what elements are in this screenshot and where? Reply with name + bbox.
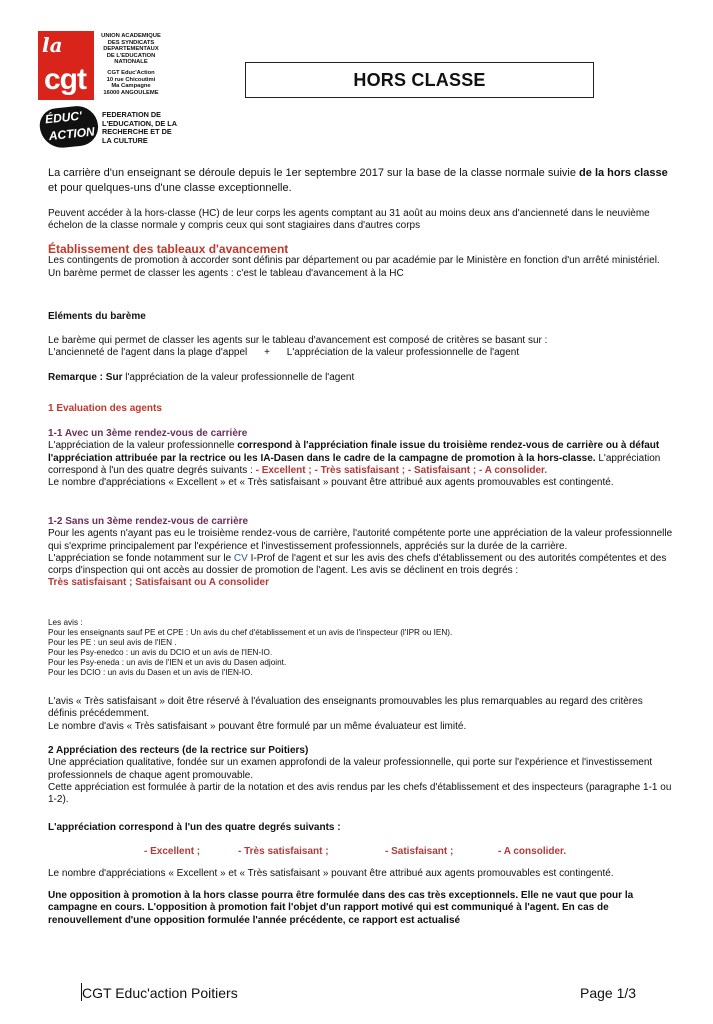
avis-intro: Les avis : <box>48 618 83 627</box>
bareme-criterion-2: L'appréciation de la valeur professionnelle de l'agent <box>286 347 520 359</box>
union-line: DE L'EDUCATION <box>106 52 156 59</box>
avis-line: Pour les DCIO : un avis du Dasen et un avis de l'IEN-IO. <box>48 667 253 677</box>
ts-p1: L'avis « Très satisfaisant » doit être réservé à l'évaluation des enseignants promouvables les plus remarquables au regard des critères définis précédemment. <box>48 696 643 720</box>
intro-paragraph <box>48 166 673 195</box>
s11-text-a: L'appréciation de la valeur professionnelle <box>48 440 235 452</box>
union-line: NATIONALE <box>114 59 148 66</box>
section-1-2-p1: Pour les agents n'ayant pas eu le troisième rendez-vous de carrière, l'autorité compétente porte une appréciation de la valeur professionnelle qui s'exprime principalement par l'expérience et l'investissement professionnels, appréciés sur la durée de la carrière. <box>48 528 673 552</box>
footer-left: CGT Educ'action Poitiers <box>82 985 238 1001</box>
address-line: 10 rue Chicoutimi <box>106 76 156 83</box>
logo-la-text: la <box>42 33 63 57</box>
section-1-1-p1 <box>48 440 673 477</box>
tres-satisfaisant-paragraph <box>48 696 673 733</box>
avis-list <box>48 618 673 677</box>
ts-p2: Le nombre d'avis « Très satisfaisant » pouvant être formulé par un même évaluateur est limité. <box>48 720 467 732</box>
recteurs-p2: Cette appréciation est formulée à partir de la notation et des avis rendus par les chefs d'établissement et des inspecteurs (paragraphe 1-1 ou 1-2). <box>48 781 672 806</box>
recteurs-section <box>48 745 673 806</box>
avis-line: Pour les Psy-enedco : un avis du DCIO et un avis de l'IEN-IO. <box>48 647 273 657</box>
bareme-paragraph <box>48 335 673 360</box>
s12-text-a: L'appréciation se fonde notamment sur le <box>48 552 232 564</box>
section-1-1-heading: 1-1 Avec un 3ème rendez-vous de carrière <box>48 428 248 439</box>
union-address-block <box>99 33 163 96</box>
address-line: CGT Educ'Action <box>107 69 155 76</box>
s12-text-b: I-Prof de l'agent et sur les avis des chefs d'établissement ou des autorités compétentes et des corps d'inspection qui ont accès au dossier de promotion de l'agent. Les avis se déclinent en trois degrés : <box>48 552 667 577</box>
bareme-criteria <box>48 347 673 359</box>
intro-text-c: et pour quelques-uns d'une classe exceptionnelle. <box>48 181 292 194</box>
remark-label: Remarque : Sur <box>48 372 123 383</box>
avis-line: Pour les Psy-eneda : un avis de l'IEN et un avis du Dasen adjoint. <box>48 657 287 667</box>
degrees-heading: L'appréciation correspond à l'un des quatre degrés suivants : <box>48 822 341 833</box>
union-line: DEPARTEMENTAUX <box>103 46 159 53</box>
opposition-paragraph: Une opposition à promotion à la hors classe pourra être formulée dans des cas très exceptionnels. Elle ne vaut que pour la campagne en cours. L'opposition à promotion fait l'objet d'un rapport motivé qui est communiqué à l'agent. En cas de renouvellement d'une opposition formulée l'année précédente, ce rapport est actualisé <box>48 890 634 926</box>
avis-line: Pour les enseignants sauf PE et CPE : Un avis du chef d'établissement et un avis de l'inspecteur (l'IPR ou IEN). <box>48 627 453 637</box>
bareme-criterion-1: L'ancienneté de l'agent dans la plage d'appel <box>48 347 248 359</box>
section-1-2 <box>48 516 673 590</box>
intro-text-a: La carrière d'un enseignant se déroule depuis le 1er septembre 2017 sur la base de la classe normale suivie <box>48 167 576 179</box>
bareme-p1: Le barème qui permet de classer les agents sur le tableau d'avancement est composé de critères se basant sur : <box>48 335 548 346</box>
logo-cgt-text: cgt <box>44 63 86 96</box>
logo-educ-text: ÉDUC' <box>44 108 83 127</box>
degree-satisfaisant: - Satisfaisant ; <box>385 846 454 857</box>
address-line: 16000 ANGOULEME <box>103 89 159 96</box>
s11-text-c: L'appréciation correspond à l'un des quatre degrés suivants : <box>48 452 661 476</box>
s11-text-bold: correspond à l'appréciation finale issue du troisième rendez-vous de carrière ou à défaut l'appréciation attribuée par la rectrice ou les IA-Dasen dans le cadre de la campagne de promotion à la hors-classe. <box>48 440 660 464</box>
establishment-p2: Un barème permet de classer les agents : c'est le tableau d'avancement à la HC <box>48 267 404 279</box>
s11-degrees: - Excellent ; - Très satisfaisant ; - Satisfaisant ; - A consolider. <box>255 464 548 476</box>
federation-line: RECHERCHE ET DE <box>102 127 172 137</box>
page-number: Page 1/3 <box>580 985 637 1001</box>
section-1-1-p2: Le nombre d'appréciations « Excellent » et « Très satisfaisant » pouvant être attribué aux agents promouvables est contingenté. <box>48 477 614 489</box>
degree-excellent: - Excellent ; <box>144 846 201 857</box>
logo-action-text: ACTION <box>48 124 96 144</box>
union-line: DES SYNDICATS <box>107 39 155 46</box>
document-title: HORS CLASSE <box>245 62 594 98</box>
union-line: UNION ACADEMIQUE <box>101 33 161 39</box>
section-1-1 <box>48 428 673 489</box>
cgt-logo <box>38 31 94 100</box>
address-line: Ma Campagne <box>111 83 151 90</box>
remark-text: l'appréciation de la valeur professionnelle de l'agent <box>125 372 355 383</box>
contingent-paragraph: Le nombre d'appréciations « Excellent » et « Très satisfaisant » pouvant être attribué aux agents promouvables est contingenté. <box>48 868 614 879</box>
recteurs-p1: Une appréciation qualitative, fondée sur un examen approfondi de la valeur professionnelle, qui porte sur l'expérience et l'investissement professionnels de chaque agent promouvable. <box>48 757 653 781</box>
federation-line: L'EDUCATION, DE LA <box>102 118 177 128</box>
evaluation-heading: 1 Evaluation des agents <box>48 403 162 414</box>
federation-line: FEDERATION DE <box>102 110 162 119</box>
establishment-heading: Établissement des tableaux d'avancement <box>48 242 289 256</box>
section-1-2-p2 <box>48 553 673 578</box>
educaction-logo <box>38 104 100 150</box>
establishment-section <box>48 243 673 280</box>
federation-block <box>102 110 177 145</box>
degree-tres-satisfaisant: - Très satisfaisant ; <box>238 846 329 857</box>
section-1-2-degrees: Très satisfaisant ; Satisfaisant ou A consolider <box>48 577 269 589</box>
bareme-heading: Eléments du barème <box>48 311 146 322</box>
federation-line: LA CULTURE <box>102 135 148 145</box>
section-1-2-heading: 1-2 Sans un 3ème rendez-vous de carrière <box>48 516 249 527</box>
intro-text-bold: de la hors classe <box>579 167 668 179</box>
eligibility-paragraph: Peuvent accéder à la hors-classe (HC) de leur corps les agents comptant au 31 août au moins deux ans d'ancienneté dans le neuvième échelon de la classe normale y compris ceux qui sont stagiaires dans d'autres corps <box>48 208 650 232</box>
cv-link[interactable]: CV <box>233 552 248 564</box>
establishment-p1: Les contingents de promotion à accorder sont définis par département ou par académie par le Ministère en fonction d'un arrêté ministériel. <box>48 255 660 267</box>
remark-line <box>48 372 673 384</box>
recteurs-heading: 2 Appréciation des recteurs (de la rectrice sur Poitiers) <box>48 745 309 756</box>
degree-a-consolider: - A consolider. <box>498 846 567 857</box>
avis-line: Pour les PE : un seul avis de l'IEN . <box>48 637 177 647</box>
plus-sign: + <box>264 347 270 359</box>
